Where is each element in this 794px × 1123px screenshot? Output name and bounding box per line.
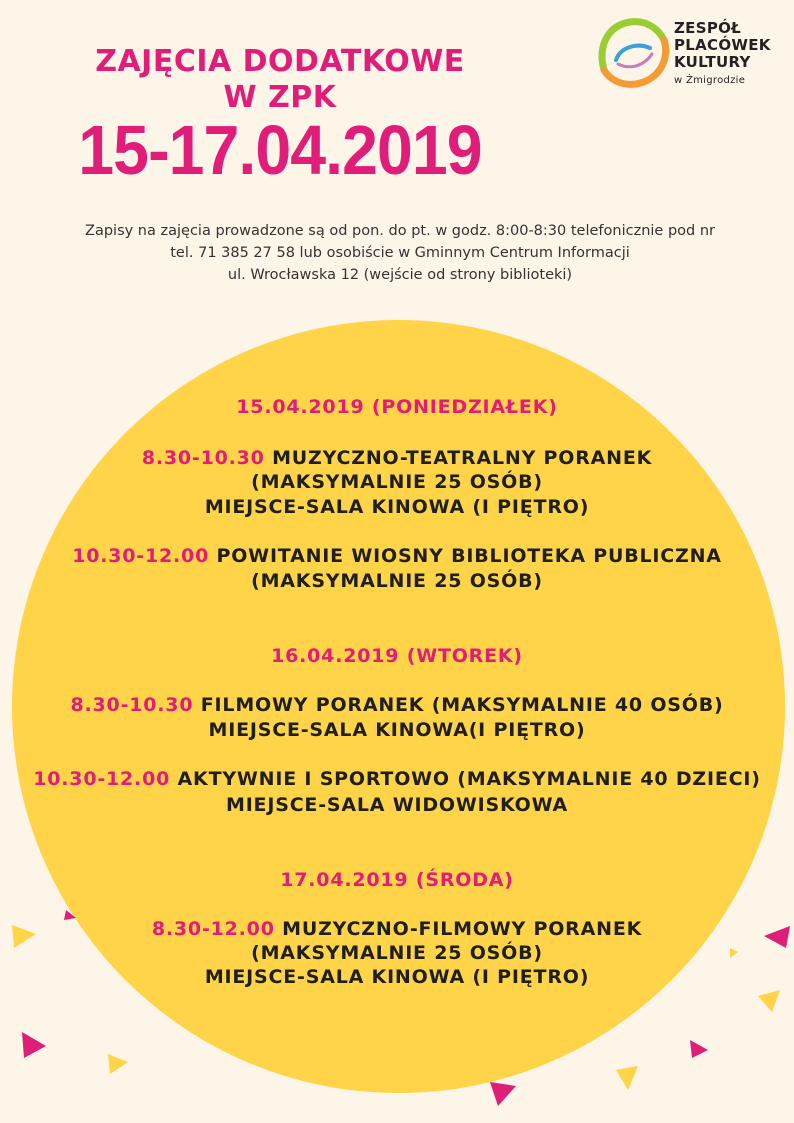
day1-event2-name: POWITANIE WIOSNY BIBLIOTEKA PUBLICZNA [209,545,722,567]
day2-event1-place: MIEJSCE-SALA KINOWA(I PIĘTRO) [208,719,586,741]
day1-event2-title [0,545,794,567]
day1-event1-name: MUZYCZNO-TEATRALNY PORANEK [264,447,653,469]
logo-text-line1: ZESPÓŁ [674,19,742,37]
day1-event2-time: 10.30-12.00 [72,545,210,567]
day3-event1-place: MIEJSCE-SALA KINOWA (I PIĘTRO) [204,966,590,988]
day1-event2-capacity: (MAKSYMALNIE 25 OSÓB) [251,570,543,592]
day3-event1-title [0,918,794,940]
day2-event1-time: 8.30-10.30 [70,694,194,716]
day2-event1-title [0,694,794,716]
registration-info-line1: Zapisy na zajęcia prowadzone są od pon. do pt. w godz. 8:00-8:30 telefonicznie pod nr [85,223,715,239]
triangle-shape [758,990,780,1012]
day2-event2-place: MIEJSCE-SALA WIDOWISKOWA [225,794,569,816]
logo-text-line4: w Żmigrodzie [674,75,746,86]
day1-event1-place: MIEJSCE-SALA KINOWA (I PIĘTRO) [204,496,590,518]
registration-info-line2: tel. 71 385 27 58 lub osobiście w Gminnym Centrum Informacji [170,245,630,261]
day3-event1-capacity: (MAKSYMALNIE 25 OSÓB) [251,942,543,964]
day1-event1-time: 8.30-10.30 [141,447,265,469]
organization-logo [594,14,774,94]
day2-event2-title [0,768,794,790]
day1-event1-title [0,447,794,469]
day2-event2-name: AKTYWNIE I SPORTOWO (MAKSYMALNIE 40 DZIECI) [170,768,761,790]
day3-event1-name: MUZYCZNO-FILMOWY PORANEK [274,918,643,940]
day3-date: 17.04.2019 (ŚRODA) [280,869,514,891]
logo-text-line2: PLACÓWEK [674,36,771,54]
day2-event1-name: FILMOWY PORANEK (MAKSYMALNIE 40 OSÓB) [193,694,724,716]
page-title-line2: W ZPK [223,80,337,115]
triangle-shape [490,1082,516,1106]
day1-date: 15.04.2019 (PONIEDZIAŁEK) [236,396,558,418]
logo-text-line3: KULTURY [674,53,751,71]
logo-swirl-icon [594,14,674,94]
date-range-heading: 15-17.04.2019 [78,111,482,189]
triangle-shape [108,1054,128,1074]
day2-date: 16.04.2019 (WTOREK) [271,645,523,667]
day2-event2-time: 10.30-12.00 [33,768,171,790]
triangle-shape [616,1066,638,1090]
triangle-shape [22,1032,46,1058]
day1-event1-capacity: (MAKSYMALNIE 25 OSÓB) [251,471,543,493]
page-title-line1: ZAJĘCIA DODATKOWE [95,44,465,79]
day3-event1-time: 8.30-12.00 [151,918,275,940]
registration-info-line3: ul. Wrocławska 12 (wejście od strony biblioteki) [227,267,573,283]
triangle-shape [690,1040,708,1058]
